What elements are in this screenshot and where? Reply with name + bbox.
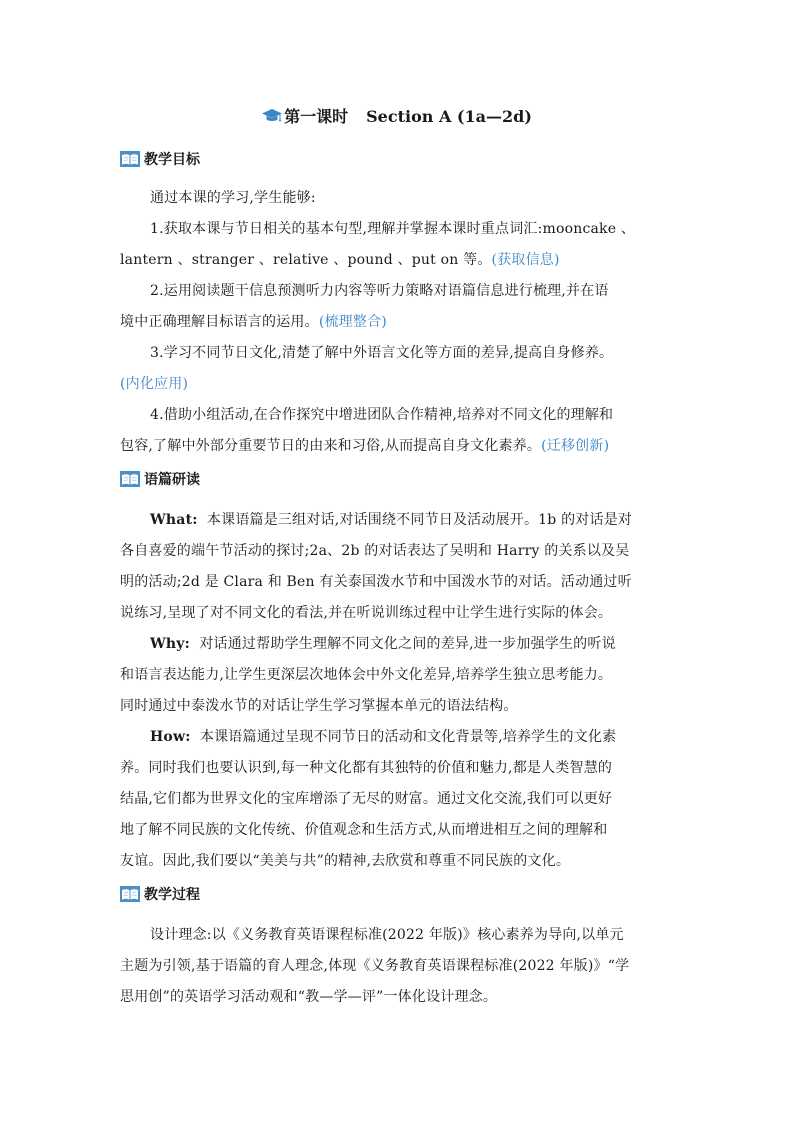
why-label: Why: [150,636,191,652]
goal-2-line-1: 2.运用阅读题干信息预测听力内容等听力策略对语篇信息进行梳理,并在语 [150,283,609,299]
goal-1-text: lantern 、stranger 、relative 、pound 、put on 等。 [120,252,492,268]
reading-body [120,505,676,877]
why-line-2: 和语言表达能力,让学生更深层次地体会中外文化差异,培养学生独立思考能力。 [120,667,613,683]
goal-1-line-1: 1.获取本课与节日相关的基本句型,理解并掌握本课时重点词汇:mooncake 、 [150,221,636,237]
how-line-1 [120,722,676,753]
what-text-1: 本课语篇是三组对话,对话围绕不同节日及活动展开。1b 的对话是对 [206,512,633,528]
goal-3-tag: (内化应用) [120,376,189,392]
how-line-2: 养。同时我们也要认识到,每一种文化都有其独特的价值和魅力,都是人类智慧的 [120,760,613,776]
how-label: How: [150,729,191,745]
how-text-1: 本课语篇通过呈现不同节日的活动和文化背景等,培养学生的文化素 [199,729,617,745]
goal-4-line-2 [120,431,676,462]
how-line-3: 结晶,它们都为世界文化的宝库增添了无尽的财富。通过文化交流,我们可以更好 [120,791,613,807]
goal-4-text: 包容,了解中外部分重要节日的由来和习俗,从而提高自身文化素养。 [120,438,542,454]
why-text-1: 对话通过帮助学生理解不同文化之间的差异,进一步加强学生的听说 [199,636,616,652]
goals-intro: 通过本课的学习,学生能够: [150,190,316,206]
goal-1-tag: (获取信息) [491,252,560,268]
goal-4-line-1: 4.借助小组活动,在合作探究中增进团队合作精神,培养对不同文化的理解和 [150,407,614,423]
process-line-1: 设计理念:以《义务教育英语课程标准(2022 年版)》核心素养为导向,以单元 [150,927,624,943]
lesson-title-part2: Section A (1a—2d) [366,107,532,126]
heading-teaching-process [120,885,200,905]
goals-body [120,183,676,462]
lesson-title [0,104,794,130]
heading-teaching-goals [120,150,200,170]
process-line-3: 思用创”的英语学习活动观和“教—学—评”一体化设计理念。 [120,989,498,1005]
open-book-icon [120,151,140,167]
goal-2-line-2 [120,307,676,338]
heading-teaching-goals-label: 教学目标 [144,152,200,168]
heading-teaching-process-label: 教学过程 [144,887,200,903]
what-line-1 [120,505,676,536]
heading-text-analysis-label: 语篇研读 [144,472,200,488]
open-book-icon [120,471,140,487]
process-body [120,920,676,1013]
lesson-title-part1: 第一课时 [284,107,349,126]
how-line-5: 友谊。因此,我们要以“美美与共”的精神,去欣赏和尊重不同民族的文化。 [120,853,571,869]
goal-2-tag: (梳理整合) [318,314,387,330]
why-line-1 [120,629,676,660]
goal-2-text: 境中正确理解目标语言的运用。 [120,314,319,330]
open-book-icon [120,886,140,902]
what-line-3: 明的活动;2d 是 Clara 和 Ben 有关泰国泼水节和中国泼水节的对话。活动通过听 [120,574,632,590]
goal-3-line-2 [120,369,676,400]
goal-4-tag: (迁移创新) [541,438,610,454]
goal-1-line-2 [120,245,676,276]
goal-3-line-1: 3.学习不同节日文化,清楚了解中外语言文化等方面的差异,提高自身修养。 [150,345,614,361]
how-line-4: 地了解不同民族的文化传统、价值观念和生活方式,从而增进相互之间的理解和 [120,822,608,838]
what-line-4: 说练习,呈现了对不同文化的看法,并在听说训练过程中让学生进行实际的体会。 [120,605,613,621]
what-label: What: [150,512,198,528]
what-line-2: 各自喜爱的端午节活动的探讨;2a、2b 的对话表达了吴明和 Harry 的关系以及吴 [120,543,630,559]
why-line-3: 同时通过中泰泼水节的对话让学生学习掌握本单元的语法结构。 [120,698,518,714]
process-line-2: 主题为引领,基于语篇的育人理念,体现《义务教育英语课程标准(2022 年版)》“学 [120,958,630,974]
graduation-cap-icon [262,108,282,124]
heading-text-analysis [120,470,200,490]
